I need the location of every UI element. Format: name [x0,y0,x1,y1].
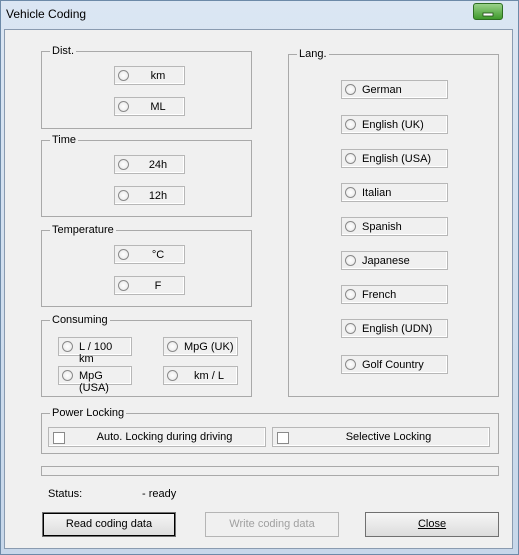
window-title: Vehicle Coding [6,7,87,21]
lang-english-usa-radio[interactable] [341,149,448,168]
time-24h-radio[interactable] [114,155,185,174]
auto-locking-label: Auto. Locking during driving [96,431,233,443]
radio-circle [62,341,73,352]
radio-circle [118,159,129,170]
radio-circle [345,289,356,300]
radio-circle [345,153,356,164]
lang-french-radio[interactable] [341,285,448,304]
consuming-km-l-label: km / L [194,370,224,382]
radio-circle [345,119,356,130]
temperature-legend: Temperature [52,224,114,236]
radio-circle [345,187,356,198]
time-12h-radio[interactable] [114,186,185,205]
time-12h-label: 12h [148,190,168,202]
consuming-mpg-uk-radio[interactable] [163,337,238,356]
radio-circle [118,190,129,201]
lang-english-usa-label: English (USA) [362,153,432,165]
consuming-mpg-usa-radio[interactable] [58,366,132,394]
radio-circle [167,341,178,352]
lang-english-uk-radio[interactable] [341,115,448,134]
radio-circle [62,370,73,381]
lang-english-udn-radio[interactable] [341,319,448,338]
write-coding-data-button[interactable]: Write coding data [205,512,339,537]
radio-circle [118,101,129,112]
restore-icon [482,7,494,17]
dist-legend: Dist. [52,45,74,57]
lang-italian-label: Italian [362,187,392,199]
dist-group [41,45,252,129]
dist-km-radio[interactable] [114,66,185,85]
lang-japanese-radio[interactable] [341,251,448,270]
dist-ml-label: ML [150,101,166,113]
consuming-legend: Consuming [52,314,108,326]
radio-circle [345,84,356,95]
status-label: Status: [48,488,83,500]
dist-ml-radio[interactable] [114,97,185,116]
title-bar [1,1,518,28]
time-legend: Time [52,134,77,146]
temp-fahrenheit-radio[interactable] [114,276,185,295]
checkbox-box [53,432,65,444]
lang-german-radio[interactable] [341,80,448,99]
radio-circle [118,70,129,81]
lang-german-label: German [362,84,402,96]
temp-celsius-label: °C [151,249,165,261]
radio-circle [345,255,356,266]
radio-circle [167,370,178,381]
radio-circle [118,249,129,260]
read-coding-data-button[interactable]: Read coding data [42,512,176,537]
checkbox-box [277,432,289,444]
consuming-km-l-radio[interactable] [163,366,238,385]
restore-button[interactable] [473,3,503,20]
dist-km-label: km [150,70,166,82]
dialog-client-area [4,29,513,549]
selective-locking-label: Selective Locking [345,431,432,443]
lang-japanese-label: Japanese [362,255,410,267]
temp-celsius-radio[interactable] [114,245,185,264]
temp-fahrenheit-label: F [154,280,162,292]
consuming-mpg-usa-label: MpG (USA) [79,370,109,394]
status-value: - ready [142,488,177,500]
selective-locking-checkbox[interactable] [272,427,490,447]
coding-progress-bar [41,466,499,476]
lang-spanish-radio[interactable] [341,217,448,236]
lang-french-label: French [362,289,397,301]
lang-golf-country-label: Golf Country [362,359,424,371]
consuming-mpg-uk-label: MpG (UK) [184,341,234,353]
lang-golf-country-radio[interactable] [341,355,448,374]
radio-circle [345,221,356,232]
radio-circle [118,280,129,291]
power-locking-legend: Power Locking [52,407,125,419]
time-24h-label: 24h [148,159,168,171]
lang-spanish-label: Spanish [362,221,402,233]
lang-english-uk-label: English (UK) [362,119,424,131]
auto-locking-checkbox[interactable] [48,427,266,447]
lang-english-udn-label: English (UDN) [362,323,433,335]
radio-circle [345,359,356,370]
consuming-l100km-radio[interactable] [58,337,132,365]
consuming-l100km-label: L / 100 km [79,341,113,365]
lang-italian-radio[interactable] [341,183,448,202]
radio-circle [345,323,356,334]
lang-legend: Lang. [299,48,327,60]
close-button[interactable]: Close [365,512,499,537]
